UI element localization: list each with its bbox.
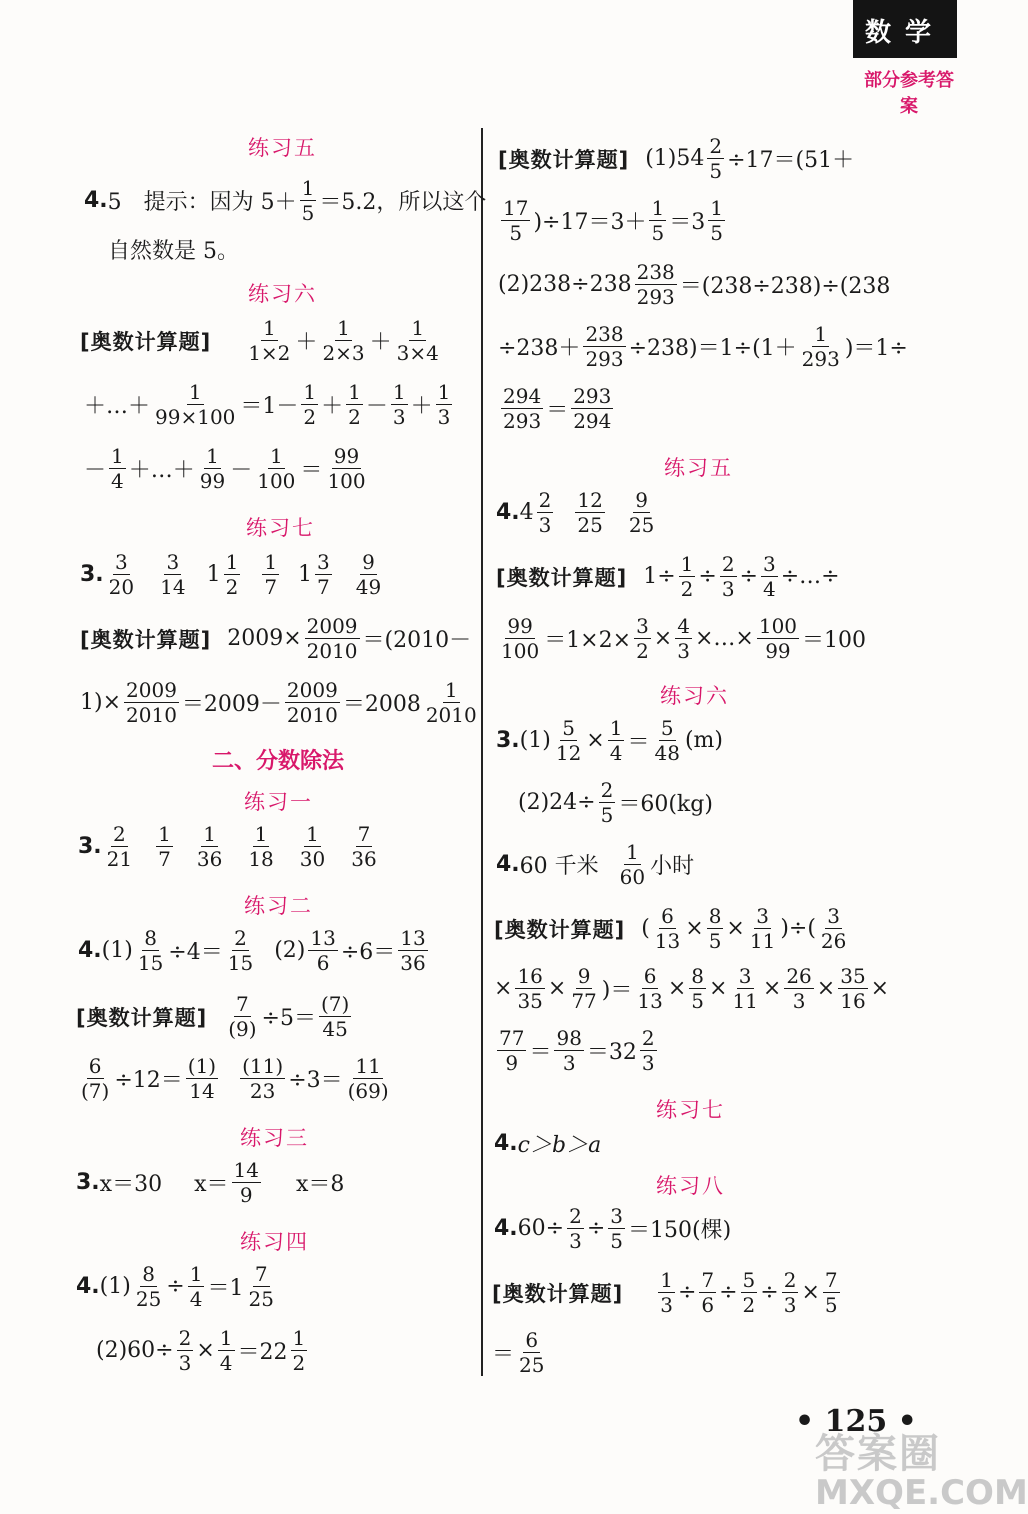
answer-line: (2)60÷ $\frac{2}{3}$ × $\frac{1}{4}$ ＝22 $\frac{1}{2}$ — [96, 1326, 306, 1375]
answer-line: 4. (1) $\frac{8}{15}$ ÷4＝ $\frac{2}{15}$ (2) $\frac{13}{6}$ ÷6＝ $\frac{13}{36}$ — [78, 926, 426, 975]
answers-subtitle: 部分参考答案 — [864, 70, 954, 117]
section-heading: 练习一 — [244, 790, 313, 814]
answer-line: $\frac{294}{293}$ ＝ $\frac{293}{294}$ — [503, 384, 612, 433]
section-heading: 练习五 — [248, 136, 317, 160]
page-number: • 125 • — [795, 1404, 917, 1439]
section-heading: 练习三 — [240, 1126, 309, 1150]
section-heading: 练习五 — [664, 456, 733, 480]
answer-line: [奥数计算题] ( $\frac{6}{13}$ × $\frac{8}{5}$ × $\frac{3}{11}$ )÷( $\frac{3}{26}$ — [494, 904, 847, 953]
answer-line: 3. x＝30 x＝ $\frac{14}{9}$ x＝8 — [76, 1158, 345, 1207]
answer-line: (2)24÷ $\frac{2}{5}$ ＝60(kg) — [518, 778, 713, 827]
subject-title: 数学 — [864, 18, 945, 48]
answer-line: [奥数计算题] 2009× $\frac{2009}{2010}$ ＝(2010－ — [80, 614, 472, 663]
answer-line: [奥数计算题] 1÷ $\frac{1}{2}$ ÷ $\frac{2}{3}$ ÷ $\frac{3}{4}$ ÷…÷ — [496, 552, 840, 601]
answer-line: 3. $\frac{3}{20}$ $\frac{3}{14}$ 1 $\frac{1}{2}$ $\frac{1}{7}$ 1 $\frac{3}{7}$ $\frac{9}{49}$ — [80, 550, 382, 599]
answer-line: 4. c＞b＞a — [494, 1131, 602, 1158]
section-heading: 练习六 — [660, 684, 729, 708]
answer-line: $\frac{77}{9}$ ＝ $\frac{98}{3}$ ＝32 $\frac{2}{3}$ — [499, 1026, 655, 1075]
answer-line: 4. (1) $\frac{8}{25}$ ÷ $\frac{1}{4}$ ＝1 $\frac{7}{25}$ — [76, 1262, 274, 1311]
answer-line: 1)× $\frac{2009}{2010}$ ＝2009－ $\frac{2009}{2010}$ ＝2008 $\frac{1}{2010}$ — [80, 678, 477, 727]
watermark-logo: 答案圈 MXQE.COM — [815, 1431, 1028, 1513]
answer-line: [奥数计算题] $\frac{7}{(9)}$ ÷5＝ $\frac{(7)}{45}$ — [76, 992, 350, 1041]
answer-line: 4. 4 $\frac{2}{3}$ $\frac{12}{25}$ $\frac{9}{25}$ — [496, 488, 655, 537]
answer-line: 4. 60 千米 $\frac{1}{60}$ 小时 — [496, 840, 695, 889]
section-heading: 练习二 — [244, 894, 313, 918]
answer-line: ÷238＋ $\frac{238}{293}$ ÷238)＝1÷(1＋ $\frac{1}{293}$ )＝1÷ — [498, 322, 908, 371]
answer-line: × $\frac{16}{35}$ × $\frac{9}{77}$ )＝ $\frac{6}{13}$ × $\frac{8}{5}$ × $\frac{3}{11}$ × $\frac{26}{3}$ × $\frac{35}{16}$ × — [494, 964, 890, 1013]
answer-line: (2)238÷238 $\frac{238}{293}$ ＝(238÷238)÷(238 — [498, 260, 891, 309]
answer-line: [奥数计算题] (1)54 $\frac{2}{5}$ ÷17＝(51＋ — [498, 134, 855, 183]
answer-line: 4. 60÷ $\frac{2}{3}$ ÷ $\frac{3}{5}$ ＝150(棵) — [494, 1204, 732, 1253]
section-heading: 练习七 — [656, 1098, 725, 1122]
answer-line: [奥数计算题] $\frac{1}{3}$ ÷ $\frac{7}{6}$ ÷ $\frac{5}{2}$ ÷ $\frac{2}{3}$ × $\frac{7}{5}$ — [492, 1268, 838, 1317]
answer-line: 3. (1) $\frac{5}{12}$ × $\frac{1}{4}$ ＝ $\frac{5}{48}$ (m) — [496, 716, 723, 765]
answer-line: － $\frac{1}{4}$ ＋…＋ $\frac{1}{99}$ － $\frac{1}{100}$ ＝ $\frac{99}{100}$ — [84, 444, 366, 493]
section-heading: 练习六 — [248, 282, 317, 306]
chapter-heading: 二、分数除法 — [212, 749, 345, 774]
answer-line: ＋…＋ $\frac{1}{99\times 100}$ ＝1－ $\frac{1}{2}$ ＋ $\frac{1}{2}$ － $\frac{1}{3}$ ＋ $\frac{1}{3}$ — [84, 380, 451, 429]
answer-line: 4. 5 提示：因为 5＋ $\frac{1}{5}$ ＝5.2，所以这个 — [84, 176, 487, 225]
column-divider — [481, 128, 483, 1376]
section-heading: 练习四 — [240, 1230, 309, 1254]
answer-line: $\frac{17}{5}$ )÷17＝3＋ $\frac{1}{5}$ ＝3 $\frac{1}{5}$ — [503, 196, 723, 245]
answer-line: 自然数是 5。 — [108, 239, 239, 264]
answer-line: $\frac{99}{100}$ ＝1×2× $\frac{3}{2}$ × $\frac{4}{3}$ ×…× $\frac{100}{99}$ ＝100 — [501, 614, 867, 663]
section-heading: 练习七 — [246, 516, 315, 540]
answer-line: ＝ $\frac{6}{25}$ — [492, 1328, 545, 1377]
section-heading: 练习八 — [656, 1174, 725, 1198]
answer-line: [奥数计算题] $\frac{1}{1\times 2}$ ＋ $\frac{1}{2\times 3}$ ＋ $\frac{1}{3\times 4}$ — [80, 316, 439, 365]
answer-line: $\frac{6}{(7)}$ ÷12＝ $\frac{(1)}{14}$ $\frac{(11)}{23}$ ÷3＝ $\frac{11}{(69)}$ — [81, 1054, 389, 1103]
answer-line: 3. $\frac{2}{21}$ $\frac{1}{7}$ $\frac{1}{36}$ $\frac{1}{18}$ $\frac{1}{30}$ $\frac{7}{36}$ — [78, 822, 377, 871]
